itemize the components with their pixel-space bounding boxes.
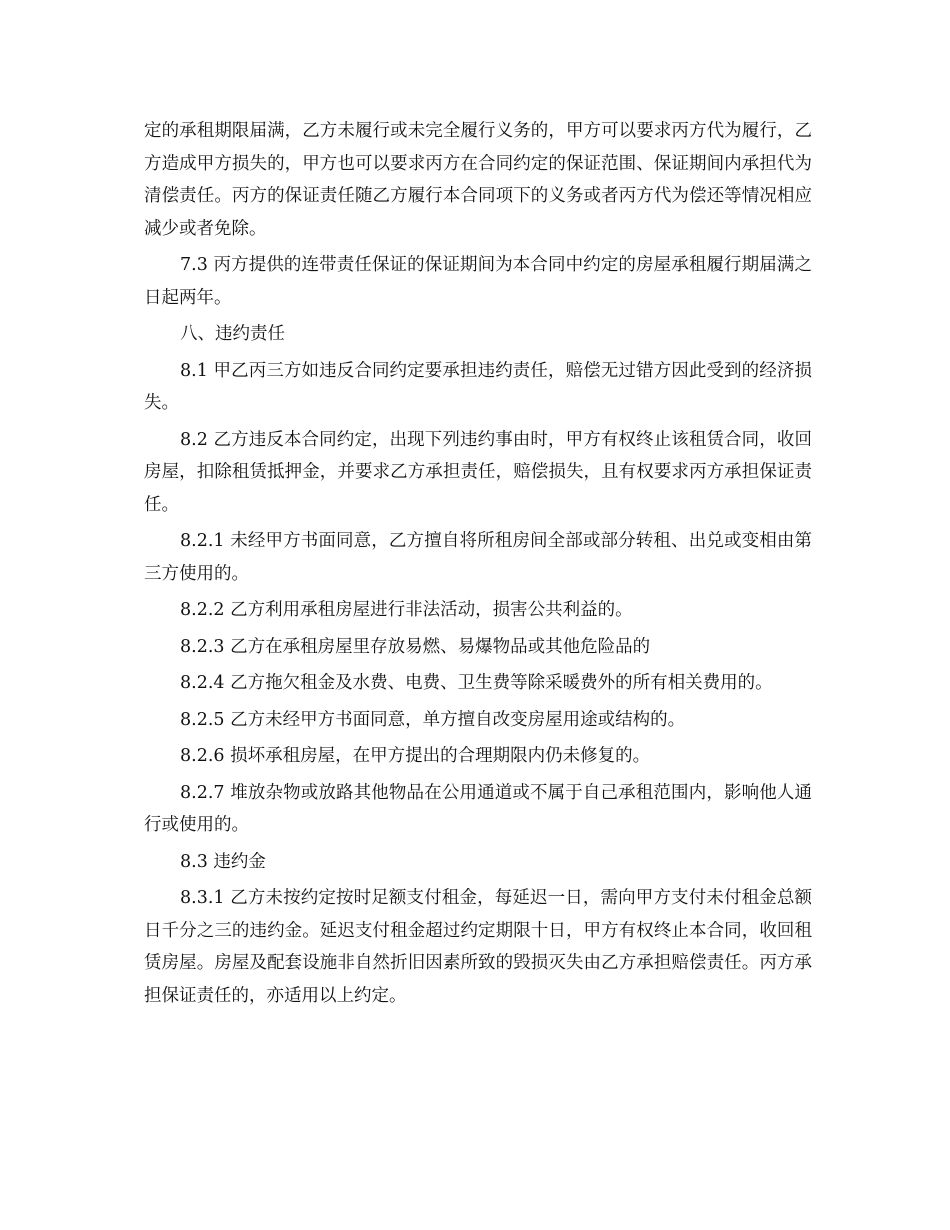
paragraph-8-3: 8.3 违约金	[180, 851, 266, 872]
section-heading-8: 八、违约责任	[180, 324, 285, 344]
paragraph-8-2-1: 8.2.1 未经甲方书面同意，乙方擅自将所租房间全部或部分转租、出兑或变相由第三方使用的。	[144, 531, 812, 584]
paragraph-8-2-3: 8.2.3 乙方在承租房屋里存放易燃、易爆物品或其他危险品的	[180, 636, 651, 657]
paragraph-8-2-2: 8.2.2 乙方利用承租房屋进行非法活动，损害公共利益的。	[180, 600, 633, 620]
paragraph-8-2-6: 8.2.6 损坏承租房屋，在甲方提出的合理期限内仍未修复的。	[180, 746, 651, 766]
paragraph-8-2: 8.2 乙方违反本合同约定，出现下列违约事由时，甲方有权终止该租赁合同，收回房屋，扣除租赁抵押金，并要求乙方承担责任，赔偿损失，且有权要求丙方承担保证责任。	[144, 429, 812, 515]
paragraph-8-1: 8.1 甲乙丙三方如违反合同约定要承担违约责任，赔偿无过错方因此受到的经济损失。	[144, 360, 812, 413]
paragraph-8-2-7: 8.2.7 堆放杂物或放路其他物品在公用通道或不属于自己承租范围内，影响他人通行或使用的。	[144, 782, 812, 835]
document-body	[144, 115, 812, 1016]
paragraph-7-3: 7.3 丙方提供的连带责任保证的保证期间为本合同中约定的房屋承租履行期届满之日起两年。	[144, 255, 812, 308]
paragraph-continued-guarantee: 定的承租期限届满，乙方未履行或未完全履行义务的，甲方可以要求丙方代为履行，乙方造成甲方损失的，甲方也可以要求丙方在合同约定的保证范围、保证期间内承担代为清偿责任。丙方的保证责任随乙方履行本合同项下的义务或者丙方代为偿还等情况相应减少或者免除。	[144, 121, 812, 239]
paragraph-8-2-4: 8.2.4 乙方拖欠租金及水费、电费、卫生费等除采暖费外的所有相关费用的。	[180, 673, 773, 693]
paragraph-8-3-1: 8.3.1 乙方未按约定按时足额支付租金，每延迟一日，需向甲方支付未付租金总额日千分之三的违约金。延迟支付租金超过约定期限十日，甲方有权终止本合同，收回租赁房屋。房屋及配套设施非自然折旧因素所致的毁损灭失由乙方承担赔偿责任。丙方承担保证责任的，亦适用以上约定。	[144, 888, 812, 1006]
paragraph-8-2-5: 8.2.5 乙方未经甲方书面同意，单方擅自改变房屋用途或结构的。	[180, 709, 686, 730]
